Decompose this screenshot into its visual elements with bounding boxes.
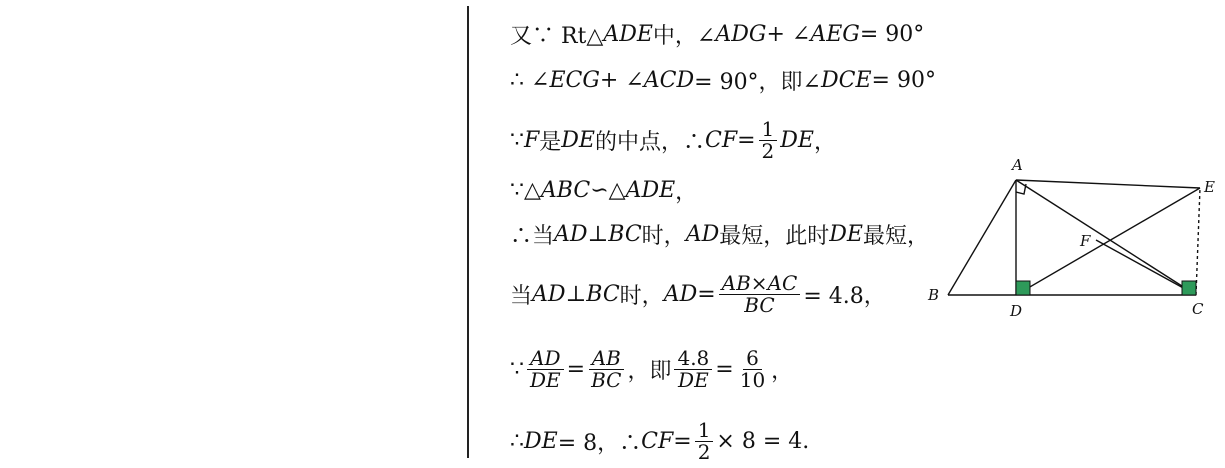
denominator: 2 xyxy=(761,138,775,163)
math: AEG xyxy=(810,21,860,47)
fraction xyxy=(719,270,801,317)
text: × 8 = 4. xyxy=(716,428,810,454)
math: CF xyxy=(705,127,738,153)
numerator: 6 xyxy=(743,348,762,370)
text: ， xyxy=(675,179,698,205)
label-b: B xyxy=(928,286,940,304)
math: DE xyxy=(829,221,863,247)
math: DE xyxy=(780,127,814,153)
math: BC xyxy=(608,221,642,247)
text: 是 xyxy=(539,129,562,155)
text: ，即 xyxy=(627,358,672,384)
math: ADE xyxy=(603,21,653,47)
denominator: 10 xyxy=(739,367,766,392)
text: = 90° xyxy=(859,21,925,47)
denominator: BC xyxy=(591,367,622,392)
text: 时， xyxy=(641,223,686,249)
solution-line-4 xyxy=(510,170,697,210)
label-e: E xyxy=(1204,178,1215,196)
denominator: 2 xyxy=(697,439,711,464)
solution-line-8 xyxy=(510,416,809,466)
numerator: 4.8 xyxy=(674,348,712,370)
vertical-divider xyxy=(467,6,469,458)
label-d: D xyxy=(1010,302,1023,320)
fraction xyxy=(759,116,778,163)
text: ∵ xyxy=(510,356,524,382)
denominator: BC xyxy=(744,292,775,317)
text: 中，∠ xyxy=(652,23,716,49)
text: ， xyxy=(771,358,794,384)
text: = 4.8， xyxy=(803,283,886,309)
math: AD xyxy=(663,281,698,307)
math: AD xyxy=(554,221,588,247)
segment-ac xyxy=(1016,180,1196,295)
geometry-figure xyxy=(920,150,1220,320)
math: DE xyxy=(524,428,558,454)
text: + ∠ xyxy=(766,21,811,47)
segment-ab xyxy=(948,180,1016,295)
math: BC xyxy=(586,281,620,307)
numerator: 1 xyxy=(695,420,714,442)
text: = xyxy=(715,356,734,382)
math: CF xyxy=(641,428,674,454)
math: F xyxy=(524,127,540,153)
right-angle-mark-d xyxy=(1016,281,1030,295)
solution-line-6 xyxy=(510,268,886,320)
math: ADE xyxy=(625,177,676,203)
text: = xyxy=(697,281,716,307)
math: DCE xyxy=(821,67,872,93)
denominator: DE xyxy=(530,367,561,392)
solution-line-1 xyxy=(510,14,924,54)
text: 的中点，∴ xyxy=(594,129,705,155)
right-angle-mark-c xyxy=(1182,281,1196,295)
text: ， xyxy=(813,129,836,155)
label-a: A xyxy=(1012,156,1023,174)
text: ⊥ xyxy=(565,281,587,307)
math: ECG xyxy=(549,67,600,93)
numerator: AD xyxy=(527,348,563,370)
fraction xyxy=(737,345,768,392)
numerator: 1 xyxy=(759,119,778,141)
fraction xyxy=(695,417,714,464)
fraction xyxy=(527,345,564,392)
text: = xyxy=(737,127,756,153)
text: ∽△ xyxy=(590,177,626,203)
text: ∴ xyxy=(510,428,524,454)
segment-ae xyxy=(1016,180,1200,188)
text: 最短， xyxy=(862,223,929,249)
text: ∴ ∠ xyxy=(510,67,550,93)
math: AD xyxy=(685,221,720,247)
segment-ce-dashed xyxy=(1196,188,1200,295)
text: = xyxy=(566,356,586,382)
text: 又∵ Rt△ xyxy=(510,23,604,49)
text: ∵△ xyxy=(510,177,541,203)
numerator: AB xyxy=(589,348,624,370)
text: 时， xyxy=(619,283,664,309)
text: = 90°，即∠ xyxy=(694,69,821,95)
label-f: F xyxy=(1080,232,1091,250)
solution-line-7 xyxy=(510,342,793,396)
text: = xyxy=(673,428,692,454)
text: 最短，此时 xyxy=(719,223,830,249)
text: = 90° xyxy=(871,67,936,93)
text: ∵ xyxy=(510,127,524,153)
text: ∴当 xyxy=(510,223,555,249)
segment-de xyxy=(1016,188,1200,295)
solution-line-3 xyxy=(510,116,836,164)
denominator: DE xyxy=(678,367,709,392)
segment-cf xyxy=(1096,240,1196,295)
math: AD xyxy=(532,281,566,307)
math: ADG xyxy=(715,21,767,47)
solution-line-5 xyxy=(510,214,929,254)
solution-line-2 xyxy=(510,60,936,100)
label-c: C xyxy=(1192,300,1204,318)
math: ACD xyxy=(643,67,695,93)
text: 当 xyxy=(510,283,533,309)
math: ABC xyxy=(540,177,591,203)
numerator: AB×AC xyxy=(719,273,801,295)
math: DE xyxy=(561,127,595,153)
text: = 8，∴ xyxy=(557,430,642,456)
fraction xyxy=(674,345,712,392)
fraction xyxy=(588,345,624,392)
text: + ∠ xyxy=(599,67,644,93)
text: ⊥ xyxy=(587,221,609,247)
